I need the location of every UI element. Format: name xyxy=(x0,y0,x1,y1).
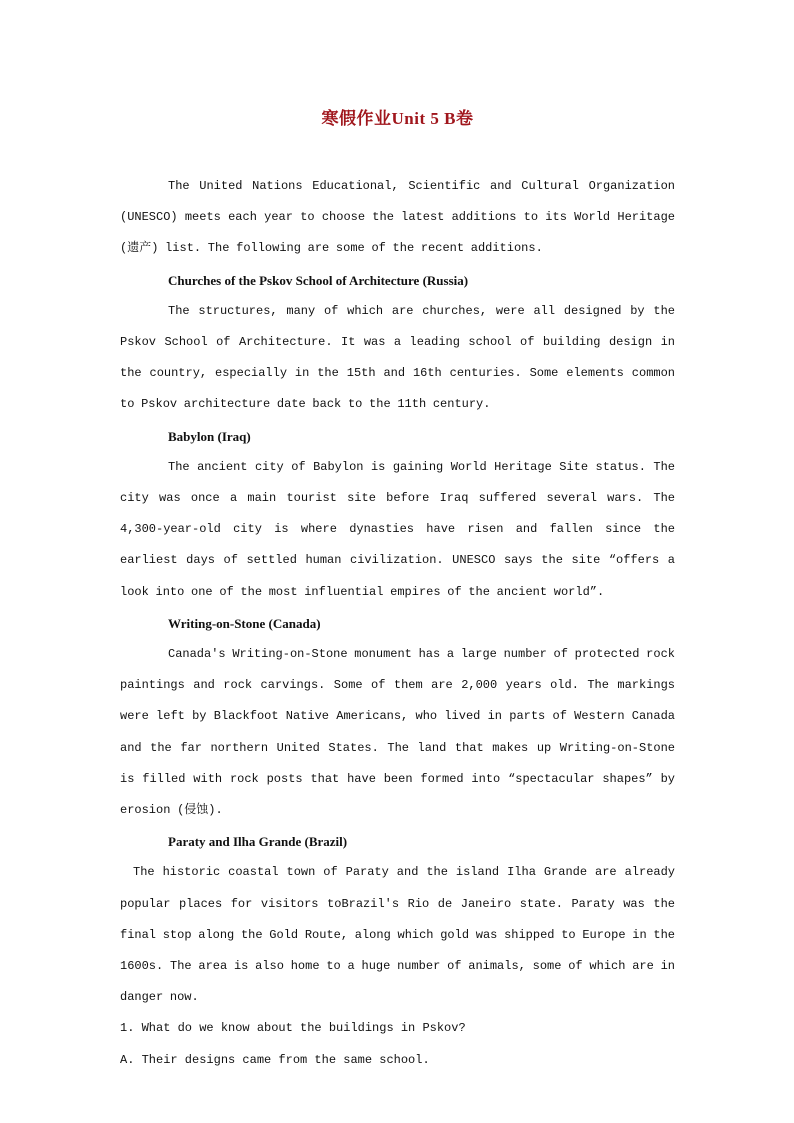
passage xyxy=(120,171,675,1076)
section-body-writing-on-stone: Canada's Writing-on-Stone monument has a large number of protected rock paintings and rock carvings. Some of them are 2,000 years old. The markings were left by Blackfoot Native Americans, who lived in parts of Western Canada and the far northern United States. The land that makes up Writing-on-Stone is filled with rock posts that have been formed into “spectacular shapes” by erosion (侵蚀). xyxy=(120,647,675,818)
intro-paragraph: The United Nations Educational, Scientific and Cultural Organization (UNESCO) meets each year to choose the latest additions to its World Heritage (遗产) list. The following are some of the recent additions. xyxy=(120,179,675,256)
question-stem: 1. What do we know about the buildings in Pskov? xyxy=(120,1021,466,1036)
section-body-pskov: The structures, many of which are churches, were all designed by the Pskov School of Architecture. It was a leading school of building design in the country, especially in the 15th and 16th centuries. Some elements common to Pskov architecture date back to the 11th century. xyxy=(120,303,675,412)
section-heading-babylon: Babylon (Iraq) xyxy=(168,428,251,444)
section-body-paraty: The historic coastal town of Paraty and the island Ilha Grande are already popular places for visitors toBrazil's Rio de Janeiro state. Paraty was the final stop along the Gold Route, along which gold was shipped to Europe in the 1600s. The area is also home to a huge number of animals, some of which are in danger now. xyxy=(120,865,675,1005)
section-body-babylon: The ancient city of Babylon is gaining World Heritage Site status. The city was once a main tourist site before Iraq suffered several wars. The 4,300-year-old city is where dynasties have risen and fallen since the earliest days of settled human civilization. UNESCO says the site “offers a look into one of the most influential empires of the ancient world”. xyxy=(120,459,675,599)
document-title: 寒假作业Unit 5 B卷 xyxy=(321,109,474,128)
question-option-a: A. Their designs came from the same school. xyxy=(120,1052,430,1067)
section-heading-pskov: Churches of the Pskov School of Architecture (Russia) xyxy=(168,272,469,288)
section-heading-writing-on-stone: Writing-on-Stone (Canada) xyxy=(168,615,321,631)
section-heading-paraty: Paraty and Ilha Grande (Brazil) xyxy=(168,834,348,850)
